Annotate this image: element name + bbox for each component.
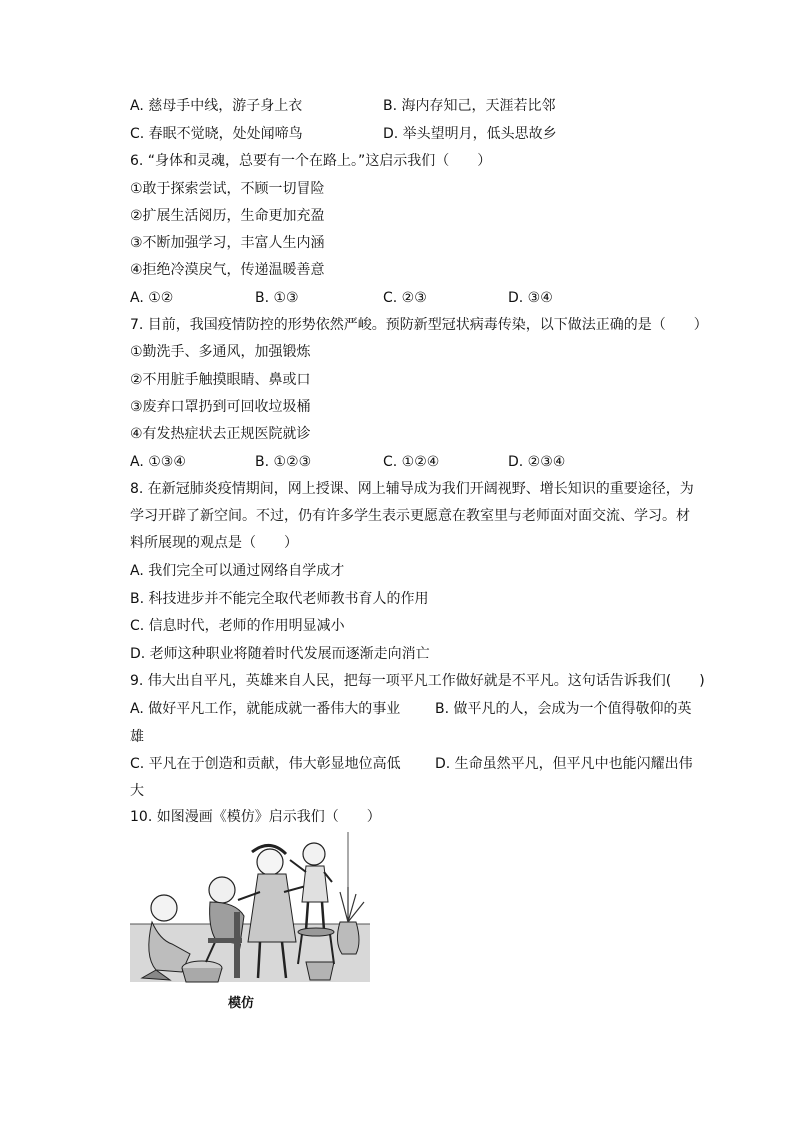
q5-option-c: C. 春眠不觉晓，处处闻啼鸟	[130, 126, 303, 142]
q5-option-b: B. 海内存知己，天涯若比邻	[383, 98, 556, 114]
q7-option-a: A. ①③④	[130, 454, 186, 470]
q6-option-c: C. ②③	[383, 290, 427, 306]
q7-item-4: ④有发热症状去正规医院就诊	[130, 426, 311, 442]
q6-stem: 6. “身体和灵魂，总要有一个在路上。”这启示我们（ ）	[130, 153, 492, 169]
q7-option-d: D. ②③④	[508, 454, 566, 470]
q7-item-2: ②不用脏手触摸眼睛、鼻或口	[130, 372, 311, 388]
q10-stem: 10. 如图漫画《模仿》启示我们（ ）	[130, 809, 381, 825]
q9-stem: 9. 伟大出自平凡，英雄来自人民，把每一项平凡工作做好就是不平凡。这句话告诉我们( )	[130, 673, 705, 689]
q8-stem-line-1: 8. 在新冠肺炎疫情期间，网上授课、网上辅导成为我们开阔视野、增长知识的重要途径，为	[130, 481, 694, 497]
q7-item-3: ③废弃口罩扔到可回收垃圾桶	[130, 399, 311, 415]
q9-option-b: B. 做平凡的人，会成为一个值得敬仰的英	[435, 701, 692, 717]
q8-option-a: A. 我们完全可以通过网络自学成才	[130, 563, 345, 579]
q6-item-4: ④拒绝冷漠戾气，传递温暖善意	[130, 262, 325, 278]
q6-item-2: ②扩展生活阅历，生命更加充盈	[130, 208, 325, 224]
q8-stem-line-3: 料所展现的观点是（ ）	[130, 535, 298, 551]
q6-option-d: D. ③④	[508, 290, 553, 306]
q6-option-a: A. ①②	[130, 290, 174, 306]
q5-option-d: D. 举头望明月，低头思故乡	[383, 126, 557, 142]
q6-item-3: ③不断加强学习，丰富人生内涵	[130, 235, 325, 251]
figure-caption: 模仿	[228, 996, 255, 1011]
q9-option-d-wrap: 大	[130, 783, 144, 799]
q6-item-1: ①敢于探索尝试，不顾一切冒险	[130, 181, 325, 197]
q7-option-c: C. ①②④	[383, 454, 440, 470]
cartoon-imitation-illustration	[130, 832, 370, 992]
q8-option-d: D. 老师这种职业将随着时代发展而逐渐走向消亡	[130, 646, 430, 662]
q9-option-a: A. 做好平凡工作，就能成就一番伟大的事业	[130, 701, 401, 717]
q7-stem: 7. 目前，我国疫情防控的形势依然严峻。预防新型冠状病毒传染，以下做法正确的是（ ）	[130, 317, 708, 333]
q6-option-b: B. ①③	[255, 290, 299, 306]
q9-option-b-wrap: 雄	[130, 729, 144, 745]
q7-option-b: B. ①②③	[255, 454, 312, 470]
q9-option-d: D. 生命虽然平凡，但平凡中也能闪耀出伟	[435, 756, 693, 772]
q8-option-b: B. 科技进步并不能完全取代老师教书育人的作用	[130, 591, 429, 607]
q8-stem-line-2: 学习开辟了新空间。不过，仍有许多学生表示更愿意在教室里与老师面对面交流、学习。材	[130, 508, 690, 524]
q8-option-c: C. 信息时代，老师的作用明显减小	[130, 618, 345, 634]
q5-option-a: A. 慈母手中线，游子身上衣	[130, 98, 303, 114]
q9-option-c: C. 平凡在于创造和贡献，伟大彰显地位高低	[130, 756, 401, 772]
q7-item-1: ①勤洗手、多通风，加强锻炼	[130, 344, 311, 360]
